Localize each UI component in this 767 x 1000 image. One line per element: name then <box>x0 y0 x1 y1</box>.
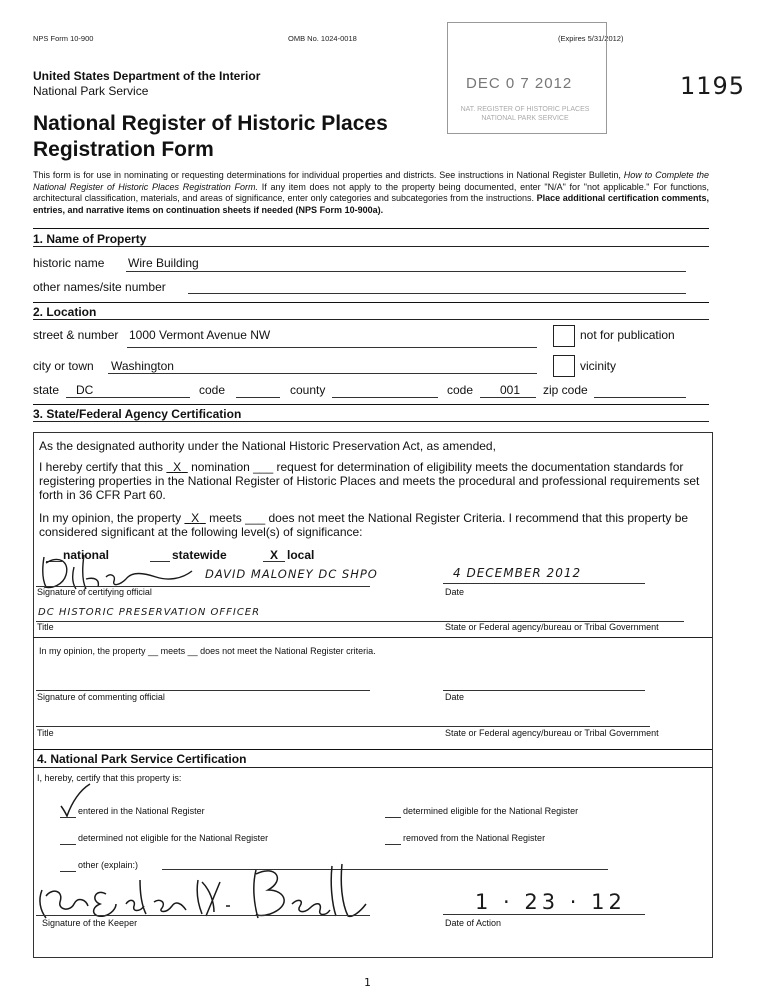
field-line <box>236 397 280 398</box>
state-value[interactable]: DC <box>76 383 94 397</box>
sig-certifying-label: Signature of certifying official <box>37 587 152 597</box>
section-divider <box>33 228 709 229</box>
agency-label: State or Federal agency/bureau or Tribal Government <box>445 622 659 632</box>
option-removed[interactable]: removed from the National Register <box>403 833 546 843</box>
vicinity-label: vicinity <box>580 359 617 373</box>
comment-agency-label: State or Federal agency/bureau or Tribal Government <box>445 728 659 738</box>
meets-label: meets <box>205 511 246 525</box>
meets-mark[interactable] <box>184 511 205 525</box>
street-label: street & number <box>33 328 119 342</box>
nomination-mark[interactable] <box>166 460 187 474</box>
date-line <box>443 690 645 691</box>
option-blank <box>60 817 76 818</box>
certify-paragraph <box>39 460 703 502</box>
authority-statement: As the designated authority under the National Historic Preservation Act, as amended, <box>39 439 496 453</box>
street-value[interactable]: 1000 Vermont Avenue NW <box>129 328 271 342</box>
keeper-sig-label: Signature of the Keeper <box>42 918 138 928</box>
action-date-label: Date of Action <box>445 918 502 928</box>
nomination-label: nomination <box>187 460 254 474</box>
option-not-eligible[interactable]: determined not eligible for the National Register <box>78 833 269 843</box>
field-line <box>594 397 686 398</box>
department-name: United States Department of the Interior <box>33 69 261 83</box>
historic-name-value[interactable]: Wire Building <box>128 256 199 270</box>
nomination-x: X <box>173 460 182 474</box>
certify-text-rest: request for determination of eligibility meets the documentation standards for registering properties in the National Register of Historic Places and meets the procedural and professional requirements set forth in 36 CFR Part 60. <box>39 460 700 502</box>
section4-heading: 4. National Park Service Certification <box>37 752 247 766</box>
service-name: National Park Service <box>33 84 149 98</box>
instructions-paragraph <box>33 170 709 216</box>
vicinity-checkbox[interactable] <box>553 355 575 377</box>
field-line <box>480 397 536 398</box>
county-code-label: code <box>447 383 474 397</box>
opinion-paragraph <box>39 511 703 539</box>
signature-line <box>36 690 370 691</box>
comment-title-label: Title <box>37 728 54 738</box>
signature-line <box>36 915 370 916</box>
option-entered[interactable]: entered in the National Register <box>78 806 205 816</box>
omb-number: OMB No. 1024-0018 <box>288 34 357 43</box>
form-number: NPS Form 10-900 <box>33 34 94 43</box>
section-divider <box>33 749 712 750</box>
field-line <box>108 373 537 374</box>
date-line <box>443 914 645 915</box>
expiration: (Expires 5/31/2012) <box>558 34 624 43</box>
stamp-text: NAT. REGISTER OF HISTORIC PLACES NATIONAL PARK SERVICE <box>460 106 590 122</box>
level-local: local <box>287 548 315 562</box>
form-title-line2: Registration Form <box>33 138 214 161</box>
intro-bulletin-title: How to Complete the National Register of Historic Places Registration Form. <box>33 170 710 192</box>
section-divider <box>33 637 712 638</box>
section-divider <box>33 246 709 247</box>
section-divider <box>33 421 709 422</box>
section-divider <box>33 404 709 405</box>
intro-bold-text: Place additional certification comments, entries, and narrative items on continuation sheets if needed (NPS Form 10-900a). <box>33 193 710 215</box>
field-line <box>126 271 686 272</box>
title-label: Title <box>37 622 54 632</box>
action-date: 1 · 23 · 12 <box>475 890 626 914</box>
certifying-title-handwritten: DC HISTORIC PRESERVATION OFFICER <box>38 607 261 618</box>
field-line <box>127 347 537 348</box>
received-stamp <box>447 22 607 134</box>
option-blank <box>385 817 401 818</box>
page-number: 1 <box>364 976 371 989</box>
form-title-line1: National Register of Historic Places <box>33 112 388 135</box>
level-statewide[interactable]: statewide <box>172 548 227 562</box>
request-blank[interactable]: ___ <box>253 460 274 474</box>
section-divider <box>33 319 709 320</box>
state-label: state <box>33 383 60 397</box>
date-label: Date <box>445 587 465 597</box>
comment-sig-label: Signature of commenting official <box>37 692 165 702</box>
county-code-value[interactable]: 001 <box>500 383 521 397</box>
field-line <box>332 397 438 398</box>
level-local-mark[interactable]: X <box>270 548 279 562</box>
option-other[interactable]: other (explain:) <box>78 860 139 870</box>
intro-text: This form is for use in nominating or requesting determinations for individual properties and districts. See instructions in National Register Bulletin, <box>33 170 624 180</box>
zip-label: zip code <box>543 383 588 397</box>
section1-heading: 1. Name of Property <box>33 232 147 246</box>
historic-name-label: historic name <box>33 256 105 270</box>
option-blank <box>385 844 401 845</box>
level-blank <box>263 561 285 562</box>
option-determined-eligible[interactable]: determined eligible for the National Register <box>403 806 579 816</box>
keeper-intro: I, hereby, certify that this property is: <box>37 773 182 783</box>
opinion-text: In my opinion, the property <box>39 511 185 525</box>
intro-text-2: If any item does not apply to the property being documented, enter "N/A" for "not applicable." For functions, architectural classification, materials, and areas of significance, enter only categories and subcategories from the instructions. <box>33 181 710 203</box>
section-divider <box>33 767 712 768</box>
comment-opinion: In my opinion, the property __ meets __ does not meet the National Register criteria. <box>39 646 376 656</box>
other-names-label: other names/site number <box>33 280 166 294</box>
option-blank <box>60 844 76 845</box>
city-label: city or town <box>33 359 94 373</box>
certification-date: 4 DECEMBER 2012 <box>453 566 582 580</box>
stamp-date: DEC 0 7 2012 <box>466 75 573 92</box>
code-label: code <box>199 383 226 397</box>
certify-text: I hereby certify that this <box>39 460 167 474</box>
title-line <box>36 726 650 727</box>
opinion-text-rest: does not meet the National Register Criteria. I recommend that this property be considered significant at the following level(s) of significance: <box>39 511 689 539</box>
meets-x: X <box>191 511 200 525</box>
not-meet-blank[interactable]: ___ <box>245 511 266 525</box>
date-line <box>443 583 645 584</box>
city-value[interactable]: Washington <box>111 359 174 373</box>
comment-date-label: Date <box>445 692 465 702</box>
not-for-publication-label: not for publication <box>580 328 675 342</box>
not-for-publication-checkbox[interactable] <box>553 325 575 347</box>
county-label: county <box>290 383 326 397</box>
reference-number: 1195 <box>680 72 746 100</box>
certifying-official-name: DAVID MALONEY DC SHPO <box>205 567 378 581</box>
section3-heading: 3. State/Federal Agency Certification <box>33 407 242 421</box>
field-line <box>66 397 190 398</box>
level-national[interactable]: national <box>63 548 110 562</box>
field-line <box>188 293 686 294</box>
section2-heading: 2. Location <box>33 305 97 319</box>
section-divider <box>33 302 709 303</box>
